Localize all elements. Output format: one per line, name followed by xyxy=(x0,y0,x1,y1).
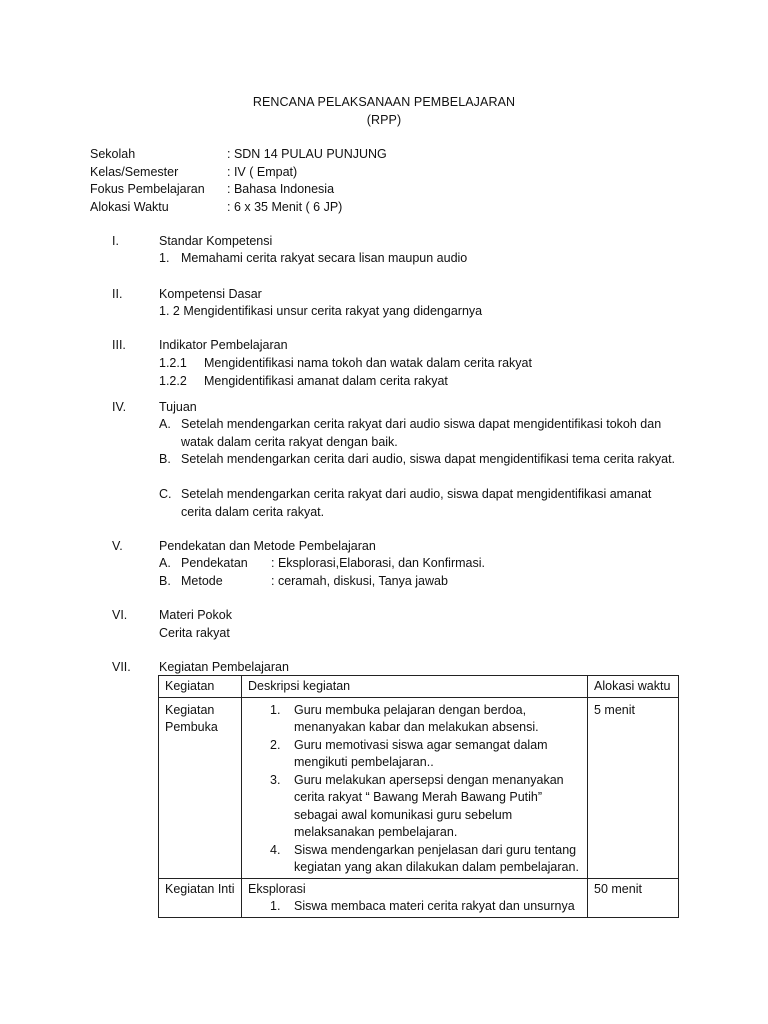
objective-item xyxy=(159,416,679,451)
info-label-fokus: Fokus Pembelajaran xyxy=(90,182,205,196)
section-text: Cerita rakyat xyxy=(159,626,230,640)
step-text: Guru memotivasi siswa agar semangat dalam mengikuti pembelajaran.. xyxy=(294,737,548,769)
header-alokasi: Alokasi waktu xyxy=(588,676,679,698)
info-value-alokasi: : 6 x 35 Menit ( 6 JP) xyxy=(227,200,343,214)
info-label-sekolah: Sekolah xyxy=(90,147,136,161)
objective-text: Setelah mendengarkan cerita rakyat dari audio siswa dapat mengidentifikasi tokoh dan watak dalam cerita rakyat dengan baik. xyxy=(181,417,662,449)
activity-steps xyxy=(248,898,581,916)
activity-name: Kegiatan Pembuka xyxy=(159,697,242,878)
activity-duration: 50 menit xyxy=(588,878,679,917)
activity-table xyxy=(158,675,679,918)
list-item xyxy=(248,702,581,737)
table-header-row xyxy=(159,676,679,698)
list-marker: B. xyxy=(159,574,171,588)
step-number: 3. xyxy=(270,772,281,787)
section-title: Indikator Pembelajaran xyxy=(159,338,288,352)
objective-item xyxy=(159,451,679,469)
section-number: IV. xyxy=(112,400,127,414)
activity-subheading: Eksplorasi xyxy=(248,881,306,896)
section-title: Tujuan xyxy=(159,400,197,414)
list-item xyxy=(248,772,581,842)
section-title: Kegiatan Pembelajaran xyxy=(159,660,289,674)
method-value: : ceramah, diskusi, Tanya jawab xyxy=(271,574,448,588)
step-number: 1. xyxy=(270,702,281,717)
step-number: 4. xyxy=(270,842,281,857)
step-text: Guru melakukan apersepsi dengan menanyakan cerita rakyat “ Bawang Merah Bawang Putih” sebagai awal komunikasi guru sebelum melaksanakan pembelajaran. xyxy=(294,772,564,839)
section-title: Kompetensi Dasar xyxy=(159,287,262,301)
list-marker: B. xyxy=(159,452,171,466)
step-number: 1. xyxy=(270,899,281,913)
list-marker: 1. xyxy=(159,251,170,265)
list-item xyxy=(248,898,581,916)
method-label: Metode xyxy=(181,574,223,588)
indicator-text: Mengidentifikasi amanat dalam cerita rakyat xyxy=(204,374,448,388)
step-text: Siswa mendengarkan penjelasan dari guru tentang kegiatan yang akan dilakukan dalam pembelajaran. xyxy=(294,842,579,874)
activity-name: Kegiatan Inti xyxy=(159,878,242,917)
section-title: Materi Pokok xyxy=(159,608,232,622)
step-text: Siswa membaca materi cerita rakyat dan unsurnya xyxy=(294,899,575,913)
section-title: Standar Kompetensi xyxy=(159,234,273,248)
activity-steps xyxy=(248,702,581,877)
info-label-kelas: Kelas/Semester xyxy=(90,165,179,179)
info-label-alokasi: Alokasi Waktu xyxy=(90,200,169,214)
header-deskripsi: Deskripsi kegiatan xyxy=(242,676,588,698)
section-title: Pendekatan dan Metode Pembelajaran xyxy=(159,539,376,553)
list-marker: A. xyxy=(159,556,171,570)
table-row xyxy=(159,878,679,917)
section-number: VI. xyxy=(112,608,128,622)
activity-description xyxy=(242,697,588,878)
section-number: III. xyxy=(112,338,126,352)
section-number: I. xyxy=(112,234,119,248)
indicator-text: Mengidentifikasi nama tokoh dan watak dalam cerita rakyat xyxy=(204,356,532,370)
step-number: 2. xyxy=(270,737,281,752)
table-row xyxy=(159,697,679,878)
list-item xyxy=(248,842,581,877)
list-marker: C. xyxy=(159,487,172,501)
step-text: Guru membuka pelajaran dengan berdoa, menanyakan kabar dan melakukan absensi. xyxy=(294,702,539,734)
approach-label: Pendekatan xyxy=(181,556,248,570)
list-item xyxy=(248,737,581,772)
objective-text: Setelah mendengarkan cerita rakyat dari audio, siswa dapat mengidentifikasi amanat cerita dalam cerita rakyat. xyxy=(181,487,652,519)
header-kegiatan: Kegiatan xyxy=(159,676,242,698)
info-value-fokus: : Bahasa Indonesia xyxy=(227,182,335,196)
info-value-kelas: : IV ( Empat) xyxy=(227,165,298,179)
objective-item xyxy=(159,486,679,521)
approach-value: : Eksplorasi,Elaborasi, dan Konfirmasi. xyxy=(271,556,485,570)
objective-text: Setelah mendengarkan cerita dari audio, siswa dapat mengidentifikasi tema cerita rakyat. xyxy=(181,452,676,466)
info-value-sekolah: : SDN 14 PULAU PUNJUNG xyxy=(227,147,387,161)
activity-description xyxy=(242,878,588,917)
section-number: VII. xyxy=(112,660,131,674)
document-title: RENCANA PELAKSANAAN PEMBELAJARAN xyxy=(252,95,516,109)
section-number: II. xyxy=(112,287,123,301)
indicator-code: 1.2.1 xyxy=(159,356,187,370)
list-item-text: Memahami cerita rakyat secara lisan maupun audio xyxy=(181,251,468,265)
document-subtitle: (RPP) xyxy=(366,113,402,127)
indicator-code: 1.2.2 xyxy=(159,374,187,388)
section-text: 1. 2 Mengidentifikasi unsur cerita rakyat yang didengarnya xyxy=(159,304,483,318)
activity-duration: 5 menit xyxy=(588,697,679,878)
list-marker: A. xyxy=(159,417,171,431)
section-number: V. xyxy=(112,539,123,553)
